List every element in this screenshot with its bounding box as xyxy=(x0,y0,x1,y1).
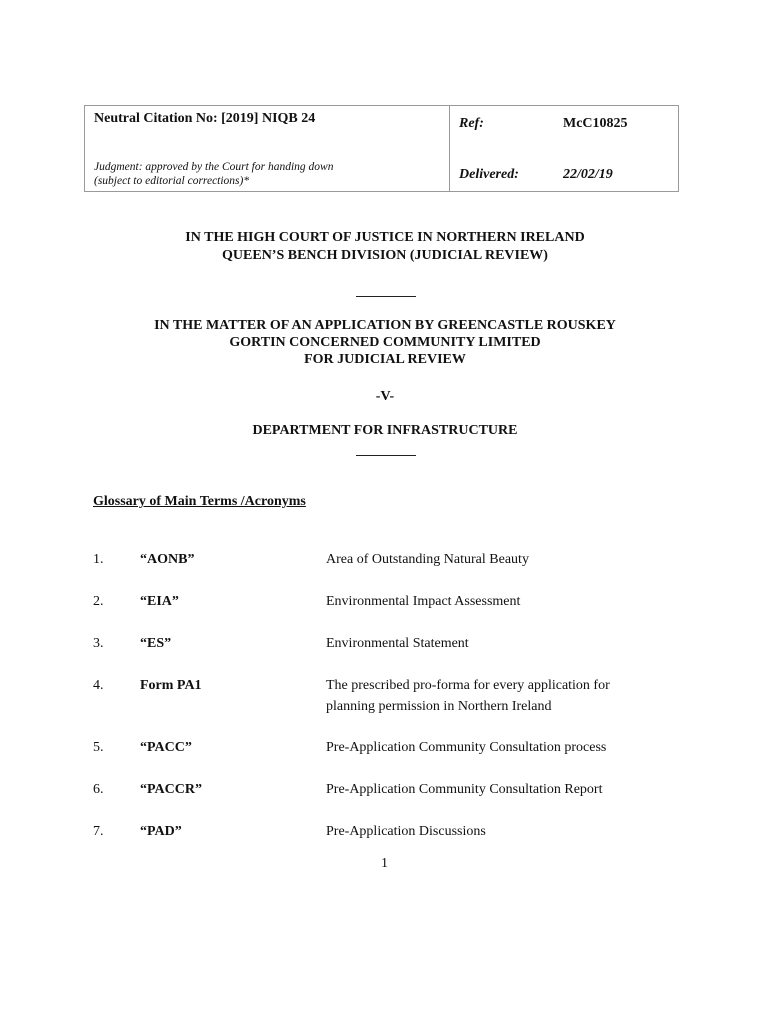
glossary-item-definition: Environmental Statement xyxy=(326,636,469,651)
glossary-item-term: Form PA1 xyxy=(140,678,202,693)
glossary-item-definition: Pre-Application Community Consultation Report xyxy=(326,782,603,797)
glossary-item-term: “PAD” xyxy=(140,824,182,839)
glossary-item-term: “AONB” xyxy=(140,552,195,567)
court-title-line-1: IN THE HIGH COURT OF JUSTICE IN NORTHERN IRELAND xyxy=(185,230,585,245)
glossary-item-definition: Pre-Application Discussions xyxy=(326,824,486,839)
approval-note-line-1: Judgment: approved by the Court for handing down xyxy=(94,161,334,173)
delivered-label: Delivered: xyxy=(459,167,519,182)
ref-label: Ref: xyxy=(459,116,484,131)
separator-rule-2 xyxy=(356,455,416,456)
glossary-item-definition: Pre-Application Community Consultation process xyxy=(326,740,607,755)
matter-line-1: IN THE MATTER OF AN APPLICATION BY GREENCASTLE ROUSKEY xyxy=(154,318,616,333)
glossary-item-definition: Environmental Impact Assessment xyxy=(326,594,521,609)
glossary-item-term: “PACC” xyxy=(140,740,192,755)
matter-line-2: GORTIN CONCERNED COMMUNITY LIMITED xyxy=(229,335,541,350)
neutral-citation: Neutral Citation No: [2019] NIQB 24 xyxy=(94,111,316,126)
glossary-item-number: 5. xyxy=(93,740,104,755)
glossary-heading: Glossary of Main Terms /Acronyms xyxy=(93,494,306,509)
glossary-item-number: 7. xyxy=(93,824,104,839)
approval-note-line-2: (subject to editorial corrections)* xyxy=(94,175,250,187)
glossary-item-number: 3. xyxy=(93,636,104,651)
glossary-item-definition: Area of Outstanding Natural Beauty xyxy=(326,552,529,567)
respondent-name: DEPARTMENT FOR INFRASTRUCTURE xyxy=(252,423,518,438)
separator-rule-1 xyxy=(356,296,416,297)
versus-label: -V- xyxy=(375,389,395,404)
glossary-item-number: 2. xyxy=(93,594,104,609)
glossary-item-term: “ES” xyxy=(140,636,172,651)
matter-line-3: FOR JUDICIAL REVIEW xyxy=(304,352,466,367)
glossary-item-definition-continued: planning permission in Northern Ireland xyxy=(326,699,552,714)
glossary-item-number: 4. xyxy=(93,678,104,693)
glossary-item-number: 1. xyxy=(93,552,104,567)
header-divider xyxy=(449,106,450,191)
glossary-item-term: “PACCR” xyxy=(140,782,202,797)
ref-value: McC10825 xyxy=(563,116,628,131)
glossary-item-number: 6. xyxy=(93,782,104,797)
delivered-value: 22/02/19 xyxy=(563,167,613,182)
page-number: 1 xyxy=(381,856,388,871)
glossary-item-definition: The prescribed pro-forma for every application for xyxy=(326,678,610,693)
court-title-line-2: QUEEN’S BENCH DIVISION (JUDICIAL REVIEW) xyxy=(222,248,548,263)
glossary-item-term: “EIA” xyxy=(140,594,179,609)
